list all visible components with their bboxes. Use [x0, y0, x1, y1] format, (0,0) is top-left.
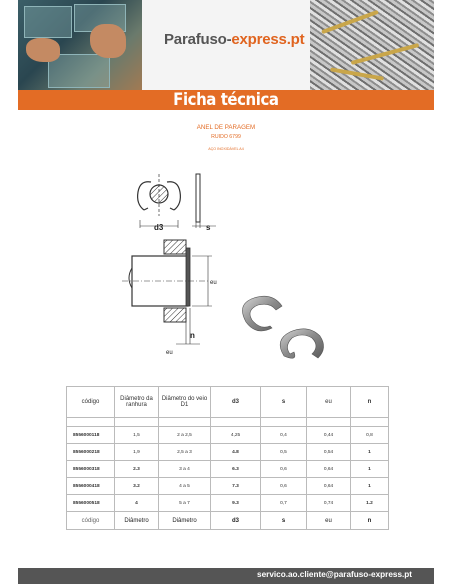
cell-s: 0,7 — [261, 495, 307, 512]
footer-d3: d3 — [211, 512, 261, 530]
brand-logo: Parafuso-express.pt — [164, 31, 305, 48]
footer-code: código — [67, 512, 115, 530]
cell-code: 8556000118 — [67, 427, 115, 444]
screws-photo — [310, 0, 434, 92]
header-n: n — [351, 387, 389, 418]
label-eu-bottom: eu — [166, 350, 173, 356]
product-standard: RUIDO 6799 — [211, 134, 241, 140]
footer-bar — [18, 568, 434, 584]
cell-d3: 6.3 — [211, 461, 261, 478]
cell-s: 0,6 — [261, 478, 307, 495]
cell-code: 8556000518 — [67, 495, 115, 512]
cell-n: 0,8 — [351, 427, 389, 444]
header-banner — [18, 0, 434, 92]
cell-d3: 4,25 — [211, 427, 261, 444]
cell-groove: 3.2 — [115, 478, 159, 495]
table-header-row — [67, 387, 389, 418]
label-n: n — [190, 331, 195, 340]
cell-m: 0,74 — [307, 495, 351, 512]
cell-groove: 2.3 — [115, 461, 159, 478]
table-row — [67, 444, 389, 461]
cell-groove: 4 — [115, 495, 159, 512]
tools-photo — [18, 0, 142, 92]
cell-m: 0,44 — [307, 427, 351, 444]
table-row — [67, 478, 389, 495]
cell-m: 0,54 — [307, 444, 351, 461]
table-row — [67, 495, 389, 512]
cell-groove: 1,5 — [115, 427, 159, 444]
cell-n: 1 — [351, 461, 389, 478]
cell-s: 0,6 — [261, 461, 307, 478]
table-footer-row — [67, 512, 389, 530]
cell-m: 0,64 — [307, 478, 351, 495]
cell-shaft: 2 a 2,5 — [159, 427, 211, 444]
footer-n: n — [351, 512, 389, 530]
cell-d3: 4.8 — [211, 444, 261, 461]
cell-s: 0,5 — [261, 444, 307, 461]
cell-n: 1 — [351, 478, 389, 495]
footer-groove-diameter: Diâmetro — [115, 512, 159, 530]
table-row — [67, 461, 389, 478]
header-code: código — [67, 387, 115, 418]
cell-shaft: 3 a 4 — [159, 461, 211, 478]
cell-shaft: 4 a 5 — [159, 478, 211, 495]
label-d3: d3 — [154, 223, 164, 232]
cell-s: 0,4 — [261, 427, 307, 444]
contact-email[interactable]: servico.ao.cliente@parafuso-express.pt — [257, 570, 412, 579]
cell-d3: 9.3 — [211, 495, 261, 512]
header-groove-diameter: Diâmetro da ranhura — [115, 387, 159, 418]
cell-shaft: 2,5 a 3 — [159, 444, 211, 461]
page-title: Ficha técnica — [18, 90, 434, 110]
footer-shaft-diameter: Diâmetro — [159, 512, 211, 530]
footer-s: s — [261, 512, 307, 530]
label-eu-right: eu — [210, 280, 217, 286]
footer-m: eu — [307, 512, 351, 530]
cell-n: 1.2 — [351, 495, 389, 512]
header-s: s — [261, 387, 307, 418]
ering-front-view — [138, 174, 181, 216]
technical-drawing — [120, 168, 230, 360]
header-shaft-diameter: Diâmetro do veio D1 — [159, 387, 211, 418]
cell-m: 0,64 — [307, 461, 351, 478]
cell-code: 8556000218 — [67, 444, 115, 461]
cell-groove: 1,9 — [115, 444, 159, 461]
table-row — [67, 427, 389, 444]
cell-code: 8556000318 — [67, 461, 115, 478]
header-d3: d3 — [211, 387, 261, 418]
cell-d3: 7.3 — [211, 478, 261, 495]
shaft-assembly-section — [122, 240, 212, 322]
cell-shaft: 5 a 7 — [159, 495, 211, 512]
cell-n: 1 — [351, 444, 389, 461]
cell-code: 8556000418 — [67, 478, 115, 495]
spec-table — [66, 386, 389, 530]
product-name: ANEL DE PARAGEM — [196, 124, 256, 131]
table-spacer-row — [67, 418, 389, 427]
header-m: eu — [307, 387, 351, 418]
product-material: AÇO INOXIDÁVEL A4 — [208, 147, 244, 151]
ering-photo — [232, 292, 332, 370]
label-s: s — [206, 223, 211, 232]
